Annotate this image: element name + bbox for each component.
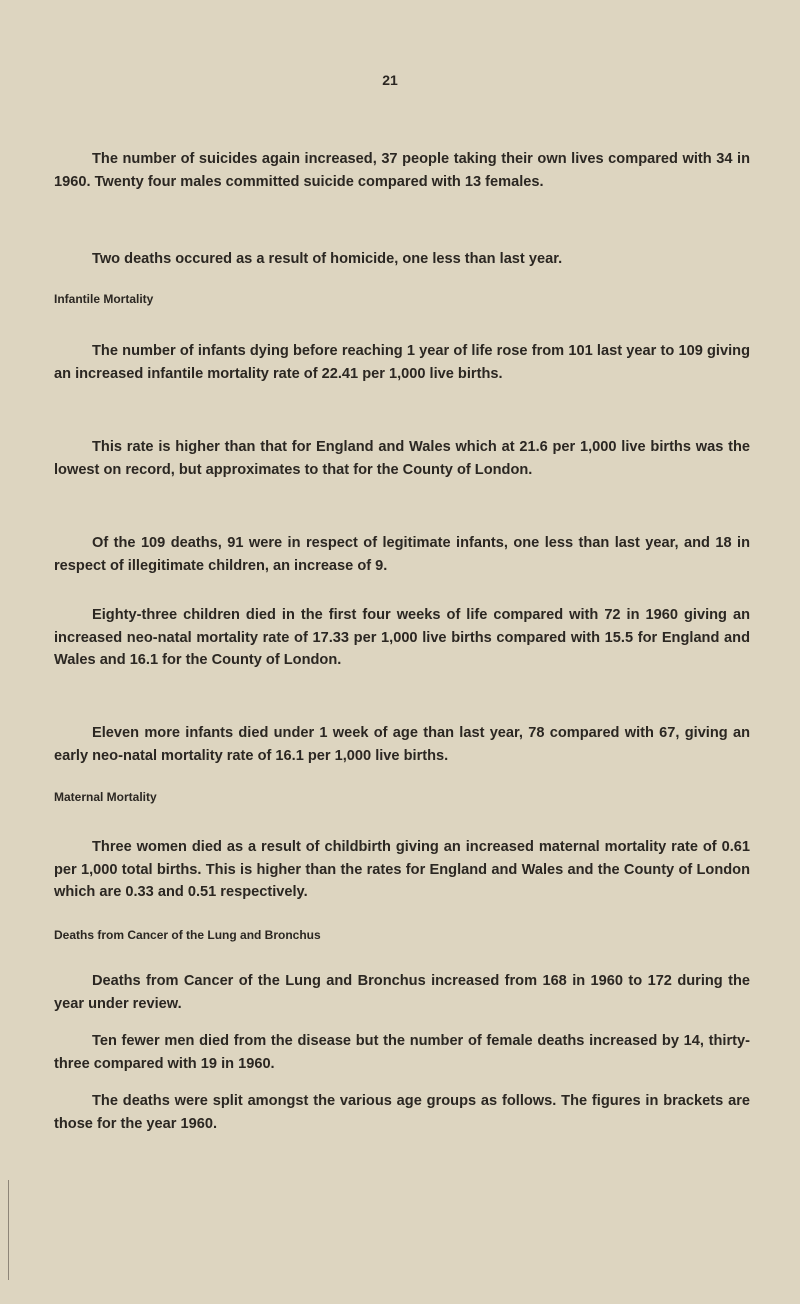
page-edge-mark — [8, 1180, 9, 1280]
heading-cancer-lung: Deaths from Cancer of the Lung and Bronchus — [54, 928, 321, 942]
paragraph-maternal — [54, 836, 750, 904]
paragraph-infant-deaths-text: The number of infants dying before reaching 1 year of life rose from 101 last year to 109 giving an increased infantile mortality rate of 22.41 per 1,000 live births. — [54, 343, 750, 382]
paragraph-suicides — [54, 148, 750, 193]
paragraph-rate-comparison-text: This rate is higher than that for England and Wales which at 21.6 per 1,000 live births was the lowest on record, but approximates to that for the County of London. — [54, 439, 750, 478]
heading-infantile-mortality: Infantile Mortality — [54, 292, 154, 306]
paragraph-homicide — [54, 248, 750, 271]
paragraph-fewer-men — [54, 1030, 750, 1075]
paragraph-cancer-increase-text: Deaths from Cancer of the Lung and Bronchus increased from 168 in 1960 to 172 during the year under review. — [54, 973, 750, 1012]
paragraph-maternal-text: Three women died as a result of childbirth giving an increased maternal mortality rate of 0.61 per 1,000 total births. This is higher than the rates for England and Wales and the County of London which are 0.33 and 0.51 respectively. — [54, 839, 750, 900]
paragraph-legitimate — [54, 532, 750, 577]
paragraph-infant-deaths — [54, 340, 750, 385]
paragraph-fewer-men-text: Ten fewer men died from the disease but the number of female deaths increased by 14, thirty-three compared with 19 in 1960. — [54, 1033, 750, 1072]
paragraph-early-neonatal-text: Eleven more infants died under 1 week of age than last year, 78 compared with 67, giving an early neo-natal mortality rate of 16.1 per 1,000 live births. — [54, 725, 750, 764]
paragraph-rate-comparison — [54, 436, 750, 481]
paragraph-neonatal-text: Eighty-three children died in the first four weeks of life compared with 72 in 1960 giving an increased neo-natal mortality rate of 17.33 per 1,000 live births compared with 15.5 for England and Wales and 16.1 for the County of London. — [54, 607, 750, 668]
paragraph-early-neonatal — [54, 722, 750, 767]
paragraph-suicides-text: The number of suicides again increased, 37 people taking their own lives compared with 34 in 1960. Twenty four males committed suicide compared with 13 females. — [54, 151, 750, 190]
paragraph-homicide-text: Two deaths occured as a result of homicide, one less than last year. — [92, 251, 563, 267]
paragraph-neonatal — [54, 604, 750, 672]
paragraph-age-groups — [54, 1090, 750, 1135]
page-number: 21 — [382, 72, 398, 88]
paragraph-legitimate-text: Of the 109 deaths, 91 were in respect of legitimate infants, one less than last year, and 18 in respect of illegitimate children, an increase of 9. — [54, 535, 750, 574]
paragraph-age-groups-text: The deaths were split amongst the various age groups as follows. The figures in brackets are those for the year 1960. — [54, 1093, 750, 1132]
heading-maternal-mortality: Maternal Mortality — [54, 790, 157, 804]
paragraph-cancer-increase — [54, 970, 750, 1015]
